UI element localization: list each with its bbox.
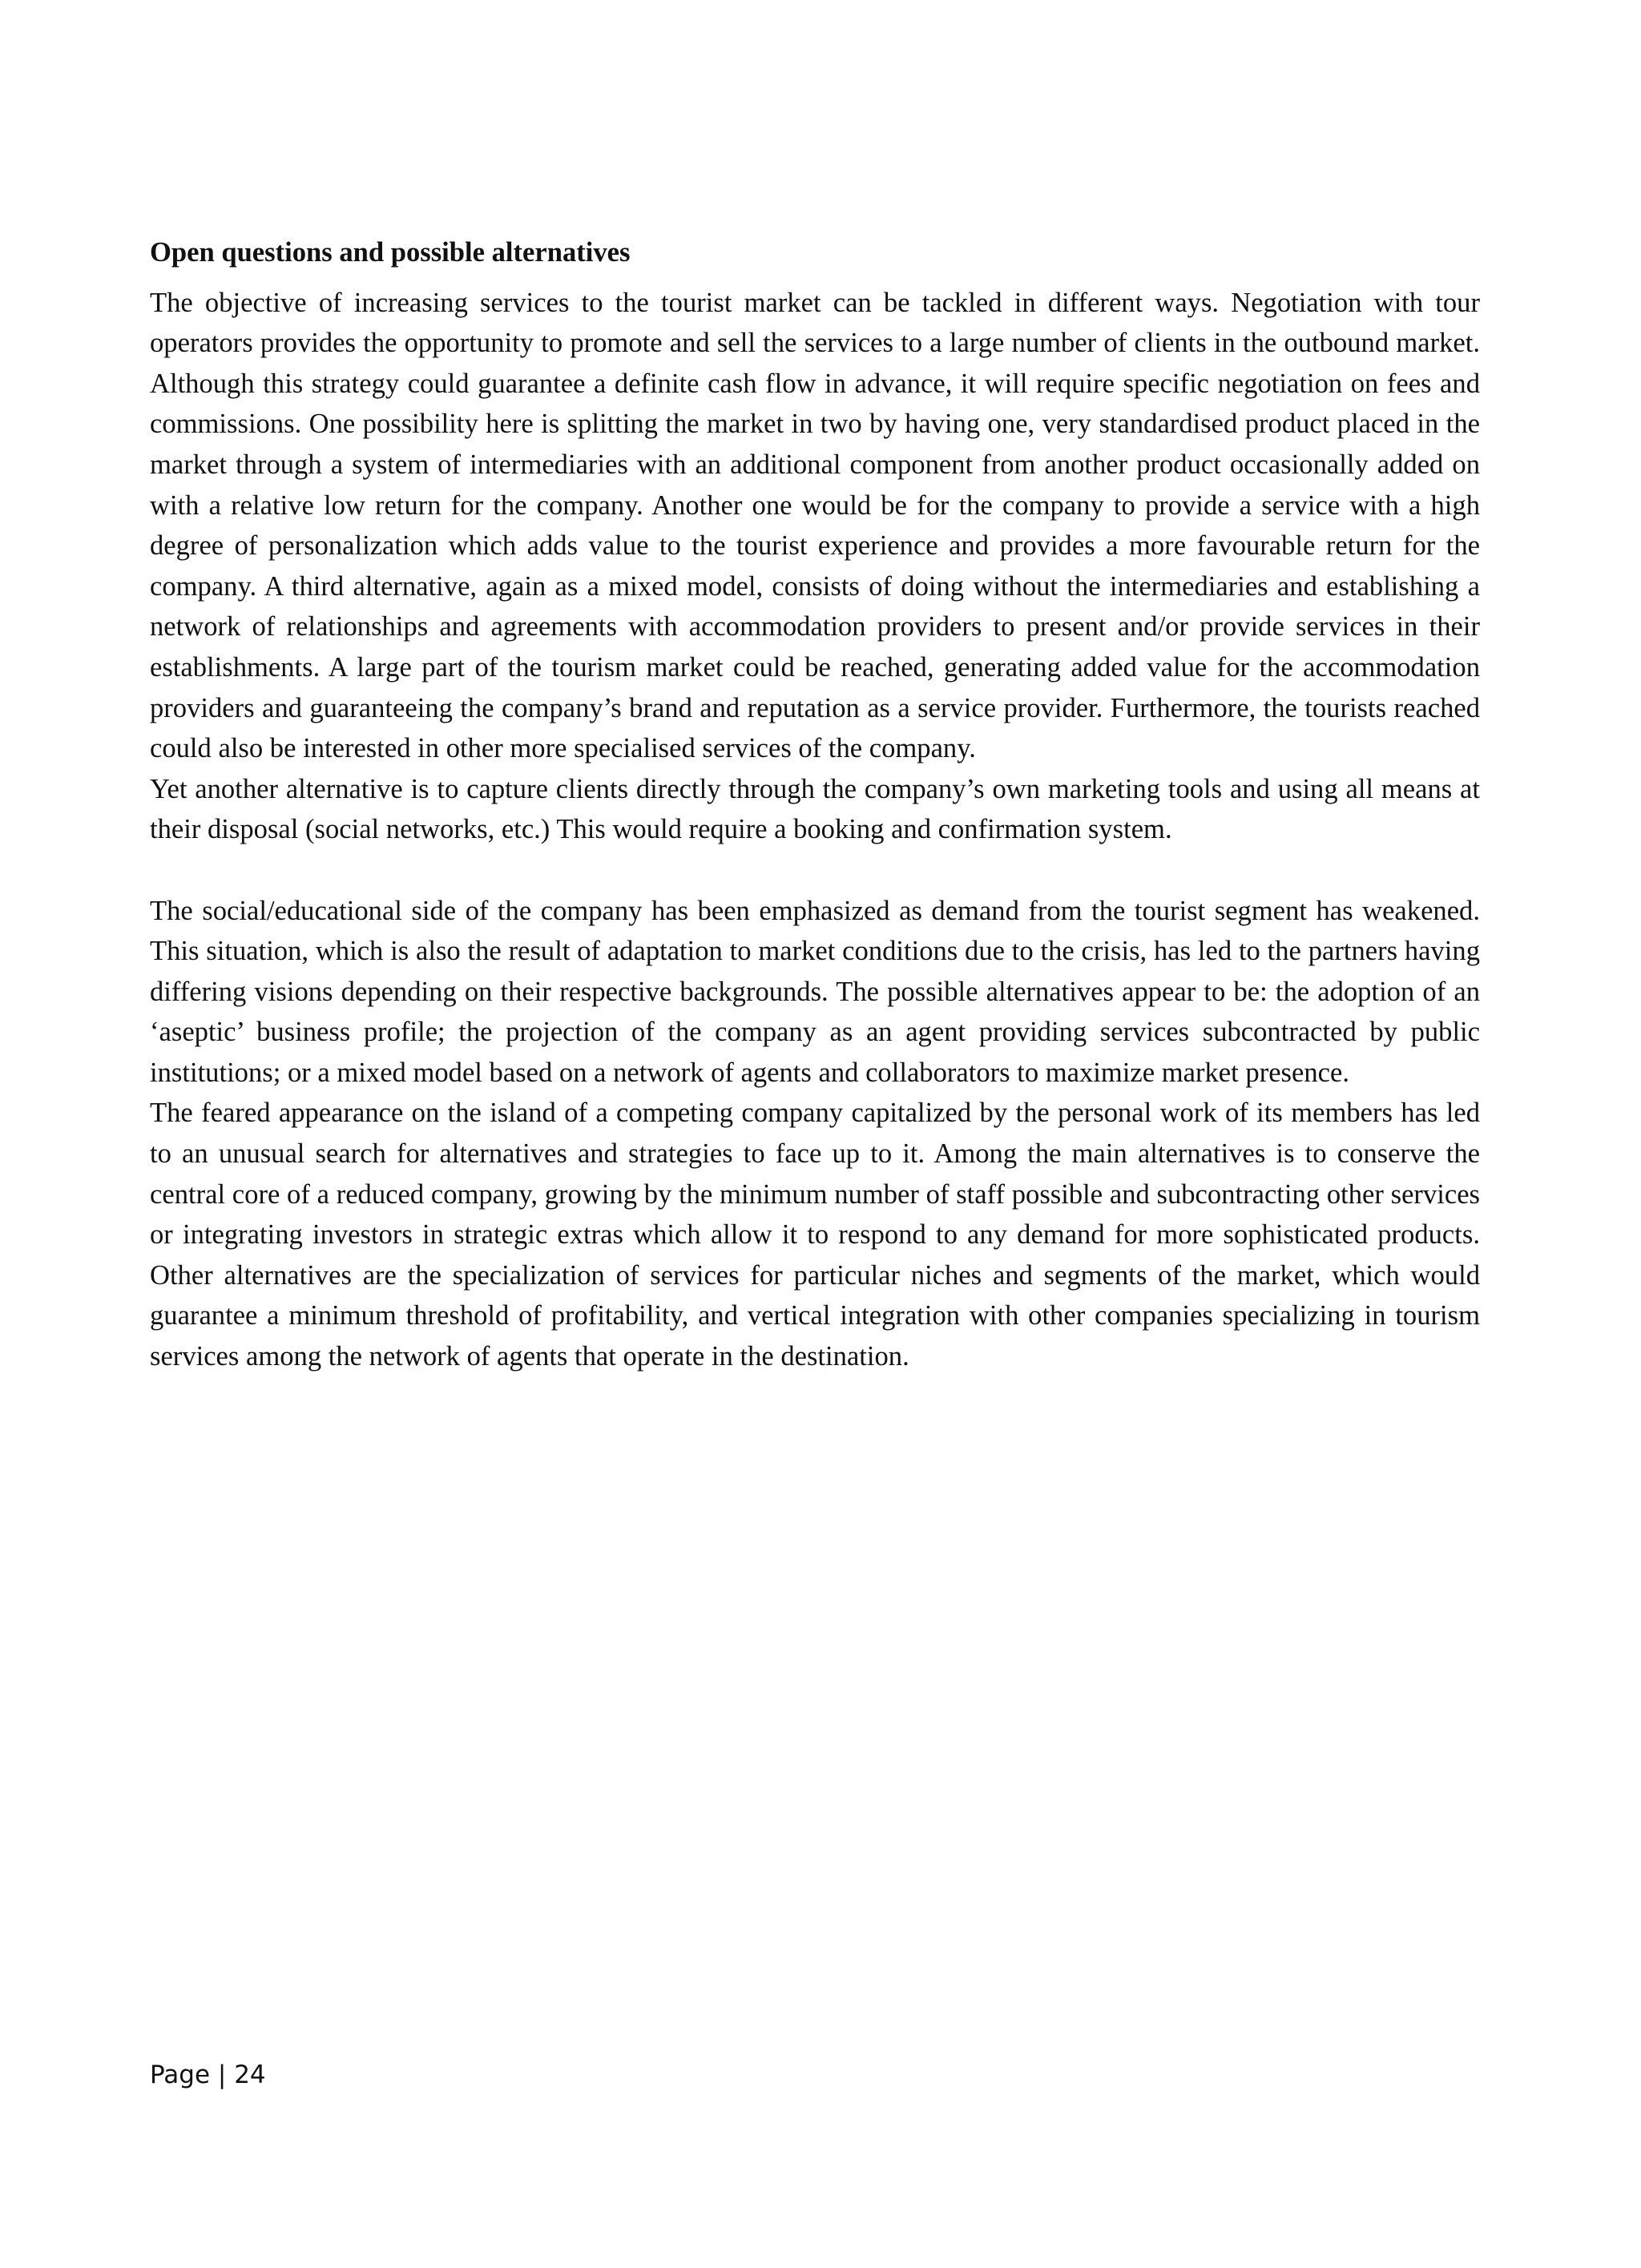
paragraph-direct-clients: Yet another alternative is to capture clients directly through the company’s own marketing tools and using all means at their disposal (social networks, etc.) This would require a booking and confirmation system.	[150, 773, 1480, 845]
document-body	[150, 232, 1480, 1377]
paragraph-social-educational: The social/educational side of the company has been emphasized as demand from the tourist segment has weakened. This situation, which is also the result of adaptation to market conditions due to the crisis, has led to the partners having differing visions depending on their respective backgrounds. The possible alternatives appear to be: the adoption of an ‘aseptic’ business profile; the projection of the company as an agent providing services subcontracted by public institutions; or a mixed model based on a network of agents and collaborators to maximize market presence.	[150, 895, 1480, 1088]
section-heading: Open questions and possible alternatives	[150, 237, 631, 268]
page-number-footer: Page | 24	[150, 2061, 266, 2089]
paragraph-spacer	[150, 850, 1480, 891]
paragraph-tour-operators: The objective of increasing services to the tourist market can be tackled in different ways. Negotiation with tour operators provides the opportunity to promote and sell the services to a large number of clients in the outbound market. Although this strategy could guarantee a definite cash flow in advance, it will require specific negotiation on fees and commissions. One possibility here is splitting the market in two by having one, very standardised product placed in the market through a system of intermediaries with an additional component from another product occasionally added on with a relative low return for the company. Another one would be for the company to provide a service with a high degree of personalization which adds value to the tourist experience and provides a more favourable return for the company. A third alternative, again as a mixed model, consists of doing without the intermediaries and establishing a network of relationships and agreements with accommodation providers to present and/or provide services in their establishments. A large part of the tourism market could be reached, generating added value for the accommodation providers and guaranteeing the company’s brand and reputation as a service provider. Furthermore, the tourists reached could also be interested in other more specialised services of the company.	[150, 287, 1480, 764]
paragraph-competing-company: The feared appearance on the island of a competing company capitalized by the personal work of its members has led to an unusual search for alternatives and strategies to face up to it. Among the main alternatives is to conserve the central core of a reduced company, growing by the minimum number of staff possible and subcontracting other services or integrating investors in strategic extras which allow it to respond to any demand for more sophisticated products. Other alternatives are the specialization of services for particular niches and segments of the market, which would guarantee a minimum threshold of profitability, and vertical integration with other companies specializing in tourism services among the network of agents that operate in the destination.	[150, 1098, 1480, 1372]
